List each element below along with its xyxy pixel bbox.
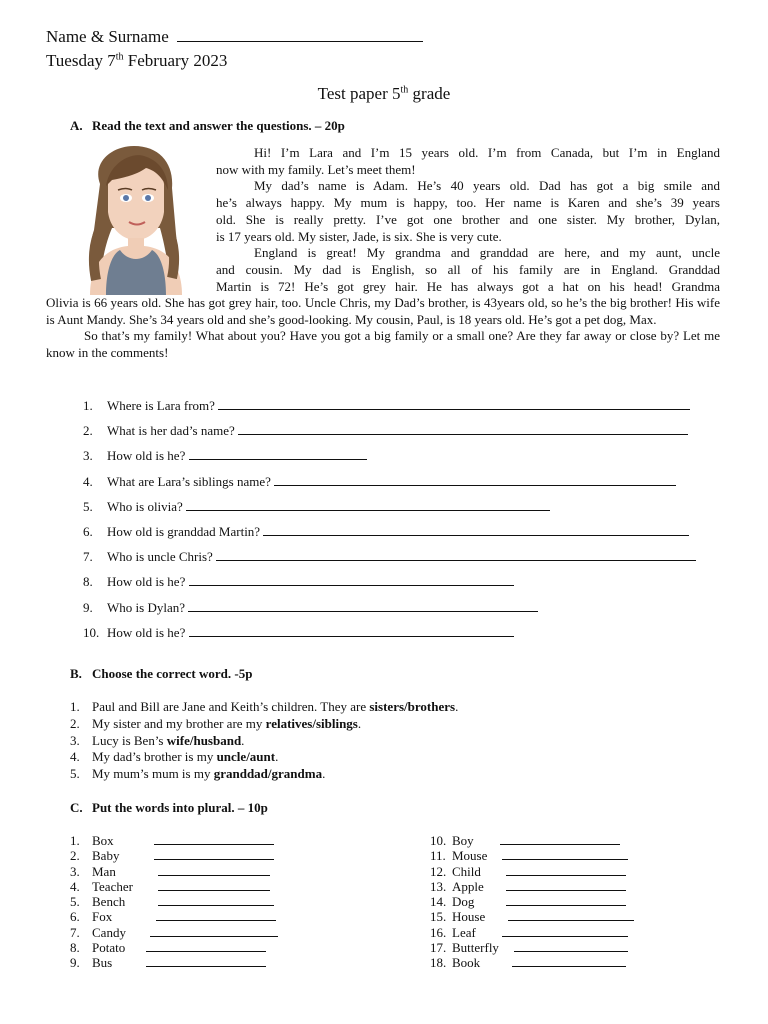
plural-item: 3. Man	[70, 864, 278, 879]
plural-item: 10. Boy	[430, 833, 634, 848]
section-c-heading: C. Put the words into plural. – 10p	[70, 800, 268, 815]
answer-blank[interactable]	[189, 447, 367, 460]
plural-item: 5. Bench	[70, 894, 278, 909]
question-item: 10. How old is he?	[83, 624, 723, 649]
reading-text-wrapped: Hi! I’m Lara and I’m 15 years old. I’m from Canada, but I’m in England now with my family. Let’s meet them! My dad’s name is Adam. He’s 40 years old. Dad has got a big smile and he’s always happy. My mum is happy, too. Her name is Karen and she’s 39 years old. She is really pretty. I’ve got one brother and one sister. My brother, Dylan, is 17 years old. My sister, Jade, is six. She is very cute. England is great! My grandma and granddad are here, and my aunt, uncle and cousin. My dad is English, so all of his family are in England. Granddad Martin is 72! He’s got grey hair. He has always got a hat on his head! Grandma	[216, 145, 720, 294]
date-text: Tuesday 7	[46, 51, 116, 70]
plural-item: 2. Baby	[70, 848, 278, 863]
page-title: Test paper 5th grade	[317, 84, 451, 103]
plural-item: 4. Teacher	[70, 879, 278, 894]
question-item: 3. How old is he?	[83, 447, 723, 472]
plural-blank[interactable]	[506, 894, 626, 906]
plural-blank[interactable]	[150, 925, 278, 937]
date-superscript: th	[115, 51, 124, 63]
choice-list	[70, 699, 458, 783]
question-item: 9. Who is Dylan?	[83, 599, 723, 624]
plural-blank[interactable]	[506, 864, 626, 876]
plural-item: 11. Mouse	[430, 848, 634, 863]
plural-item: 17. Butterfly	[430, 940, 634, 955]
reading-text-full: Olivia is 66 years old. She has got grey hair, too. Uncle Chris, my Dad’s brother, is 43years old, so he’s the big brother! His wife is Aunt Mandy. She’s 34 years old and she’s good-looking. My cousin, Paul, is 18 years old. He’s got a pet dog, Max. So that’s my family! What about you? Have you got a big family or a small one? Are they far away or close by? Let me know in the comments!	[46, 295, 720, 361]
plural-item: 8. Potato	[70, 940, 278, 955]
answer-blank[interactable]	[263, 523, 689, 536]
plural-item: 9. Bus	[70, 955, 278, 970]
plural-blank[interactable]	[500, 833, 620, 845]
plural-blank[interactable]	[508, 909, 634, 921]
plural-item: 1. Box	[70, 833, 278, 848]
plural-blank[interactable]	[502, 925, 628, 937]
choice-item: 4. My dad’s brother is my uncle/aunt.	[70, 749, 279, 765]
plural-blank[interactable]	[146, 955, 266, 967]
answer-blank[interactable]	[274, 473, 676, 486]
plural-blank[interactable]	[514, 940, 628, 952]
word-choice[interactable]: uncle/aunt	[216, 749, 276, 765]
name-blank[interactable]	[177, 27, 423, 42]
plural-item: 15. House	[430, 909, 634, 924]
plural-blank[interactable]	[146, 940, 266, 952]
question-item: 4. What are Lara’s siblings name?	[83, 473, 723, 498]
date-text-rest: February 2023	[123, 51, 228, 70]
section-a-heading: A. Read the text and answer the questions. – 20p	[70, 118, 345, 133]
plural-item: 14. Dog	[430, 894, 634, 909]
answer-blank[interactable]	[189, 624, 514, 637]
plural-blank[interactable]	[158, 864, 270, 876]
plural-item: 16. Leaf	[430, 925, 634, 940]
plural-blank[interactable]	[512, 955, 626, 967]
question-list	[83, 397, 723, 649]
plural-blank[interactable]	[502, 848, 628, 860]
answer-blank[interactable]	[188, 599, 538, 612]
answer-blank[interactable]	[218, 397, 690, 410]
plural-item: 7. Candy	[70, 925, 278, 940]
word-choice[interactable]: sisters/brothers	[369, 699, 456, 714]
choice-item: 1. Paul and Bill are Jane and Keith’s children. They are sisters/brothers.	[70, 699, 459, 714]
answer-blank[interactable]	[216, 548, 696, 561]
question-item: 7. Who is uncle Chris?	[83, 548, 723, 573]
question-item: 6. How old is granddad Martin?	[83, 523, 723, 548]
plural-list-left	[70, 833, 278, 971]
choice-item: 2. My sister and my brother are my relatives/siblings.	[70, 715, 362, 731]
plural-blank[interactable]	[156, 909, 276, 921]
answer-blank[interactable]	[189, 573, 514, 586]
plural-blank[interactable]	[154, 848, 274, 860]
plural-blank[interactable]	[158, 879, 270, 891]
name-label: Name & Surname	[46, 27, 169, 46]
plural-blank[interactable]	[154, 833, 274, 845]
question-item: 8. How old is he?	[83, 573, 723, 598]
plural-blank[interactable]	[158, 894, 274, 906]
plural-item: 6. Fox	[70, 909, 278, 924]
plural-item: 12. Child	[430, 864, 634, 879]
plural-list-right	[430, 833, 634, 971]
question-item: 5. Who is olivia?	[83, 498, 723, 523]
choice-item: 3. Lucy is Ben’s wife/husband.	[70, 732, 245, 748]
word-choice[interactable]: relatives/siblings	[265, 715, 358, 731]
date-line	[46, 51, 227, 71]
plural-item: 18. Book	[430, 955, 634, 970]
word-choice[interactable]: granddad/grandma	[213, 766, 323, 782]
section-b-heading: B. Choose the correct word. -5p	[70, 666, 253, 681]
choice-item: 5. My mum’s mum is my granddad/grandma.	[70, 766, 326, 782]
answer-blank[interactable]	[238, 422, 688, 435]
question-item: 1. Where is Lara from?	[83, 397, 723, 422]
plural-item: 13. Apple	[430, 879, 634, 894]
answer-blank[interactable]	[186, 498, 550, 511]
girl-portrait-illustration	[72, 142, 192, 295]
question-item: 2. What is her dad’s name?	[83, 422, 723, 447]
word-choice[interactable]: wife/husband	[166, 732, 242, 748]
name-line	[46, 27, 423, 47]
plural-blank[interactable]	[506, 879, 626, 891]
